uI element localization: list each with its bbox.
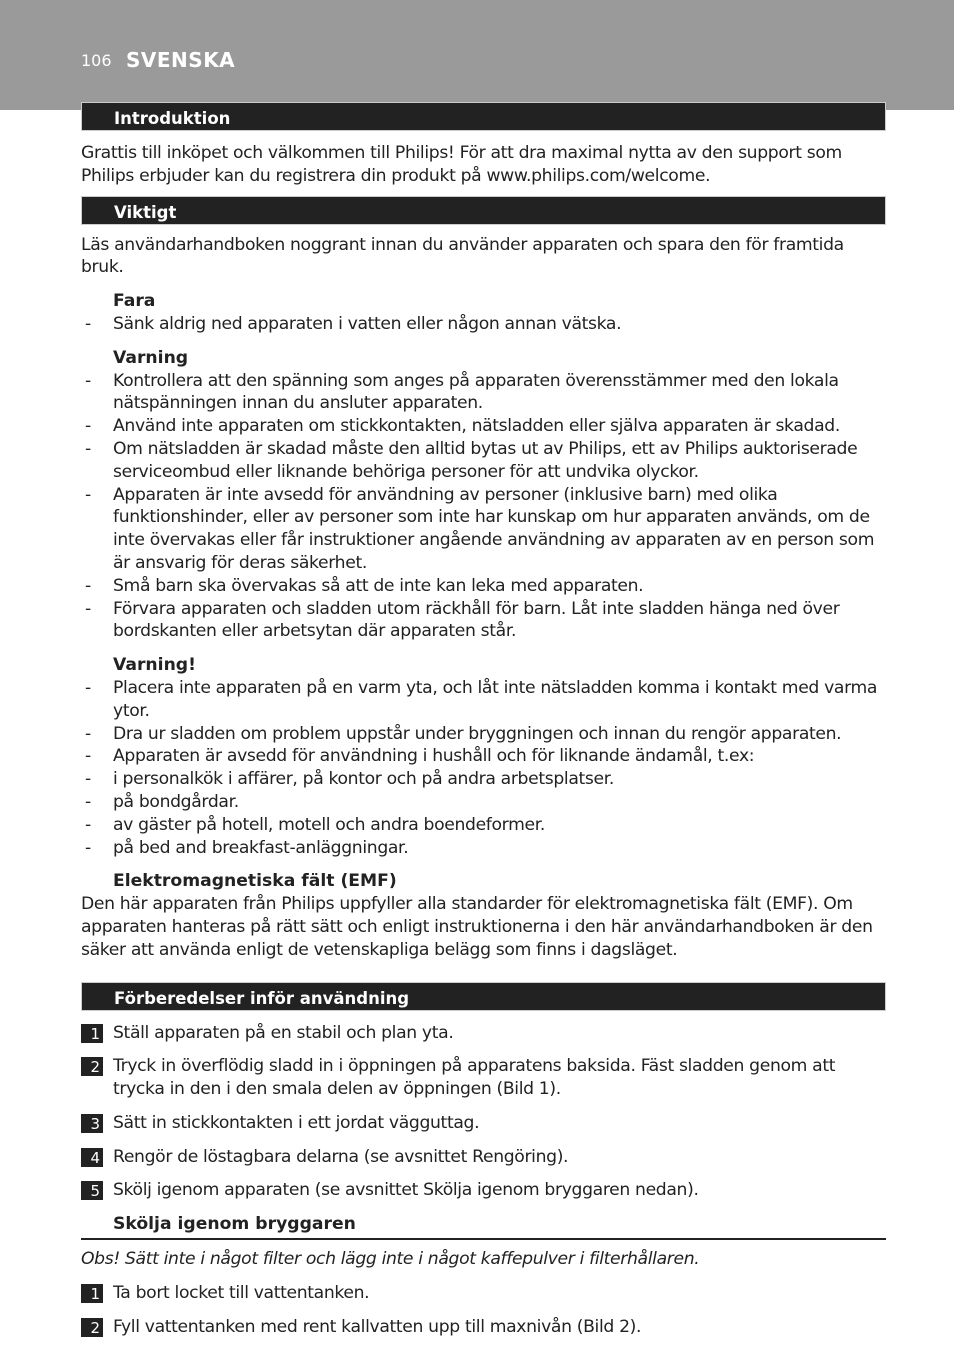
rinse-note: Obs! Sätt inte i något filter och lägg inte i något kaffepulver i filterhållaren. — [81, 1249, 700, 1270]
list-item: - i personalkök i affärer, på kontor och på andra arbetsplatser. — [81, 768, 886, 791]
danger-heading: Fara — [113, 291, 156, 312]
rinse-heading: Skölja igenom bryggaren — [81, 1213, 886, 1240]
step-text: Sätt in stickkontakten i ett jordat vägguttag. — [113, 1112, 480, 1133]
step-1 — [81, 1022, 886, 1045]
page-content — [81, 102, 886, 1338]
list-item: - Använd inte apparaten om stickkontakten, nätsladden eller själva apparaten är skadad. — [81, 415, 886, 438]
emf-heading: Elektromagnetiska fält (EMF) — [113, 871, 397, 892]
step-text: Tryck in överflödig sladd in i öppningen på apparatens baksida. Fäst sladden genom att trycka in den i den smala delen av öppningen (Bild 1). — [113, 1056, 836, 1100]
caution-heading: Varning! — [113, 655, 196, 676]
list-item: - Om nätsladden är skadad måste den alltid bytas ut av Philips, ett av Philips auktoriserade serviceombud eller liknande behöriga personer för att undvika olyckor. — [81, 438, 886, 484]
section-heading-forberedelser: Förberedelser inför användning — [81, 982, 886, 1011]
list-item: - Förvara apparaten och sladden utom räckhåll för barn. Låt inte sladden hänga ned över bordskanten eller arbetsytan där apparaten står. — [81, 598, 886, 644]
list-item: - Apparaten är inte avsedd för användning av personer (inklusive barn) med olika funktionshinder, eller av personer som inte har kunskap om hur apparaten används, om de inte övervakas eller får instruktioner angående användning av apparaten av en person som är ansvarig för deras säkerhet. — [81, 484, 886, 575]
step-3 — [81, 1112, 886, 1135]
list-item: - Placera inte apparaten på en varm yta, och låt inte nätsladden komma i kontakt med varma ytor. — [81, 677, 886, 723]
page-number: 106 — [81, 51, 112, 70]
step-number: 2 — [81, 1057, 103, 1076]
section-heading-introduktion: Introduktion — [81, 102, 886, 131]
step-number: 1 — [81, 1024, 103, 1043]
step-number: 3 — [81, 1114, 103, 1133]
step-4 — [81, 1146, 886, 1169]
step-number: 2 — [81, 1318, 103, 1337]
caution-list — [81, 677, 886, 859]
rinse-step-1 — [81, 1282, 886, 1305]
step-number: 1 — [81, 1284, 103, 1303]
list-item: - Dra ur sladden om problem uppstår under bryggningen och innan du rengör apparaten. — [81, 723, 886, 746]
warning-heading: Varning — [113, 347, 189, 368]
emf-paragraph: Den här apparaten från Philips uppfyller alla standarder för elektromagnetiska fält (EMF). Om apparaten hanteras på rätt sätt och enligt instruktionerna i den här användarhandboken är den säker att använda enligt de vetenskapliga belägg som finns i dagsläget. — [81, 894, 873, 960]
list-item: - av gäster på hotell, motell och andra boendeformer. — [81, 814, 886, 837]
step-2 — [81, 1055, 886, 1101]
list-item: - på bondgårdar. — [81, 791, 886, 814]
list-item: - Kontrollera att den spänning som anges på apparaten överensstämmer med den lokala nätspänningen innan du ansluter apparaten. — [81, 370, 886, 416]
step-number: 4 — [81, 1148, 103, 1167]
step-text: Ta bort locket till vattentanken. — [113, 1282, 370, 1303]
header-bar — [0, 0, 954, 110]
language-title: SVENSKA — [126, 48, 236, 72]
list-item: - på bed and breakfast-anläggningar. — [81, 837, 886, 860]
warning-list — [81, 370, 886, 644]
rinse-step-2 — [81, 1316, 886, 1339]
danger-list — [81, 313, 886, 336]
intro-paragraph: Grattis till inköpet och välkommen till Philips! För att dra maximal nytta av den support som Philips erbjuder kan du registrera din produkt på www.philips.com/welcome. — [81, 143, 842, 186]
step-text: Ställ apparaten på en stabil och plan yta. — [113, 1022, 454, 1043]
list-item: - Apparaten är avsedd för användning i hushåll och för liknande ändamål, t.ex: — [81, 745, 886, 768]
list-item: - Små barn ska övervakas så att de inte kan leka med apparaten. — [81, 575, 886, 598]
step-text: Rengör de löstagbara delarna (se avsnittet Rengöring). — [113, 1146, 569, 1167]
list-item: - Sänk aldrig ned apparaten i vatten eller någon annan vätska. — [81, 313, 886, 336]
step-number: 5 — [81, 1181, 103, 1200]
section-heading-viktigt: Viktigt — [81, 196, 886, 225]
step-5 — [81, 1179, 886, 1202]
step-text: Fyll vattentanken med rent kallvatten upp till maxnivån (Bild 2). — [113, 1316, 642, 1337]
step-text: Skölj igenom apparaten (se avsnittet Skölja igenom bryggaren nedan). — [113, 1180, 699, 1201]
important-paragraph: Läs användarhandboken noggrant innan du använder apparaten och spara den för framtida bruk. — [81, 234, 844, 278]
